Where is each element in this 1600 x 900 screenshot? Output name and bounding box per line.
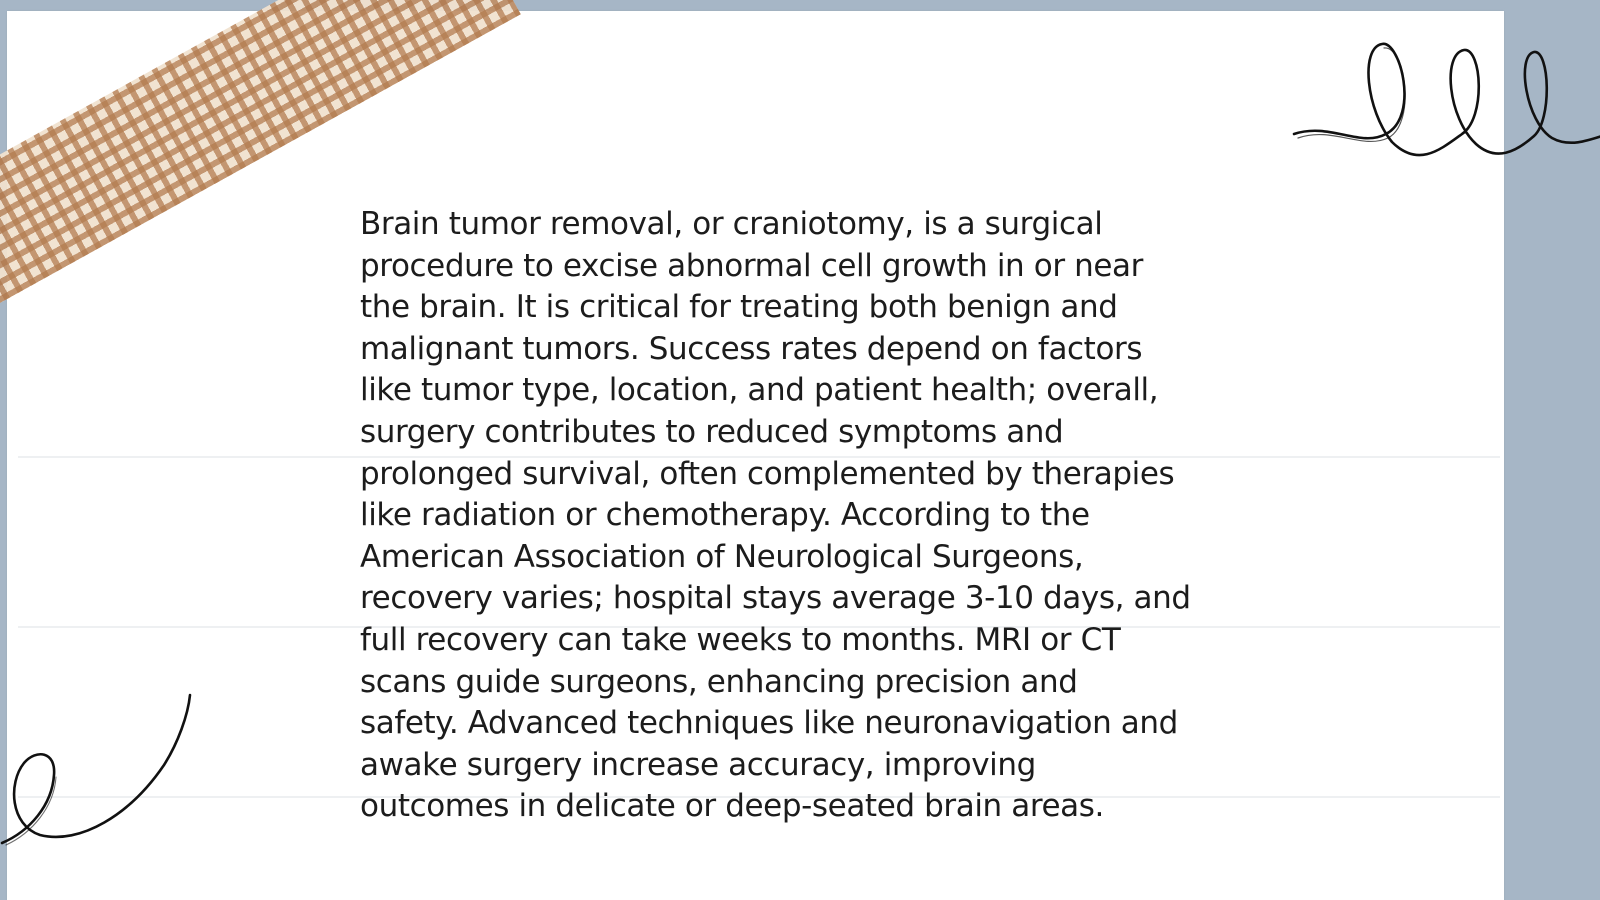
loop-squiggle-icon	[1290, 30, 1600, 170]
body-paragraph: Brain tumor removal, or craniotomy, is a surgical procedure to excise abnormal cell growth in or near the brain. It is critical for treating both benign and malignant tumors. Success rates depend on factors like tumor type, location, and patient health; overall, surgery contributes to reduced symptoms and prolonged survival, often complemented by therapies like radiation or chemotherapy. According to the American Association of Neurological Surgeons, recovery varies; hospital stays average 3-10 days, and full recovery can take weeks to months. MRI or CT scans guide surgeons, enhancing precision and safety. Advanced techniques like neuronavigation and awake surgery increase accuracy, improving outcomes in delicate or deep-seated brain areas.	[360, 206, 1191, 825]
checkmark-squiggle-icon	[0, 695, 200, 855]
